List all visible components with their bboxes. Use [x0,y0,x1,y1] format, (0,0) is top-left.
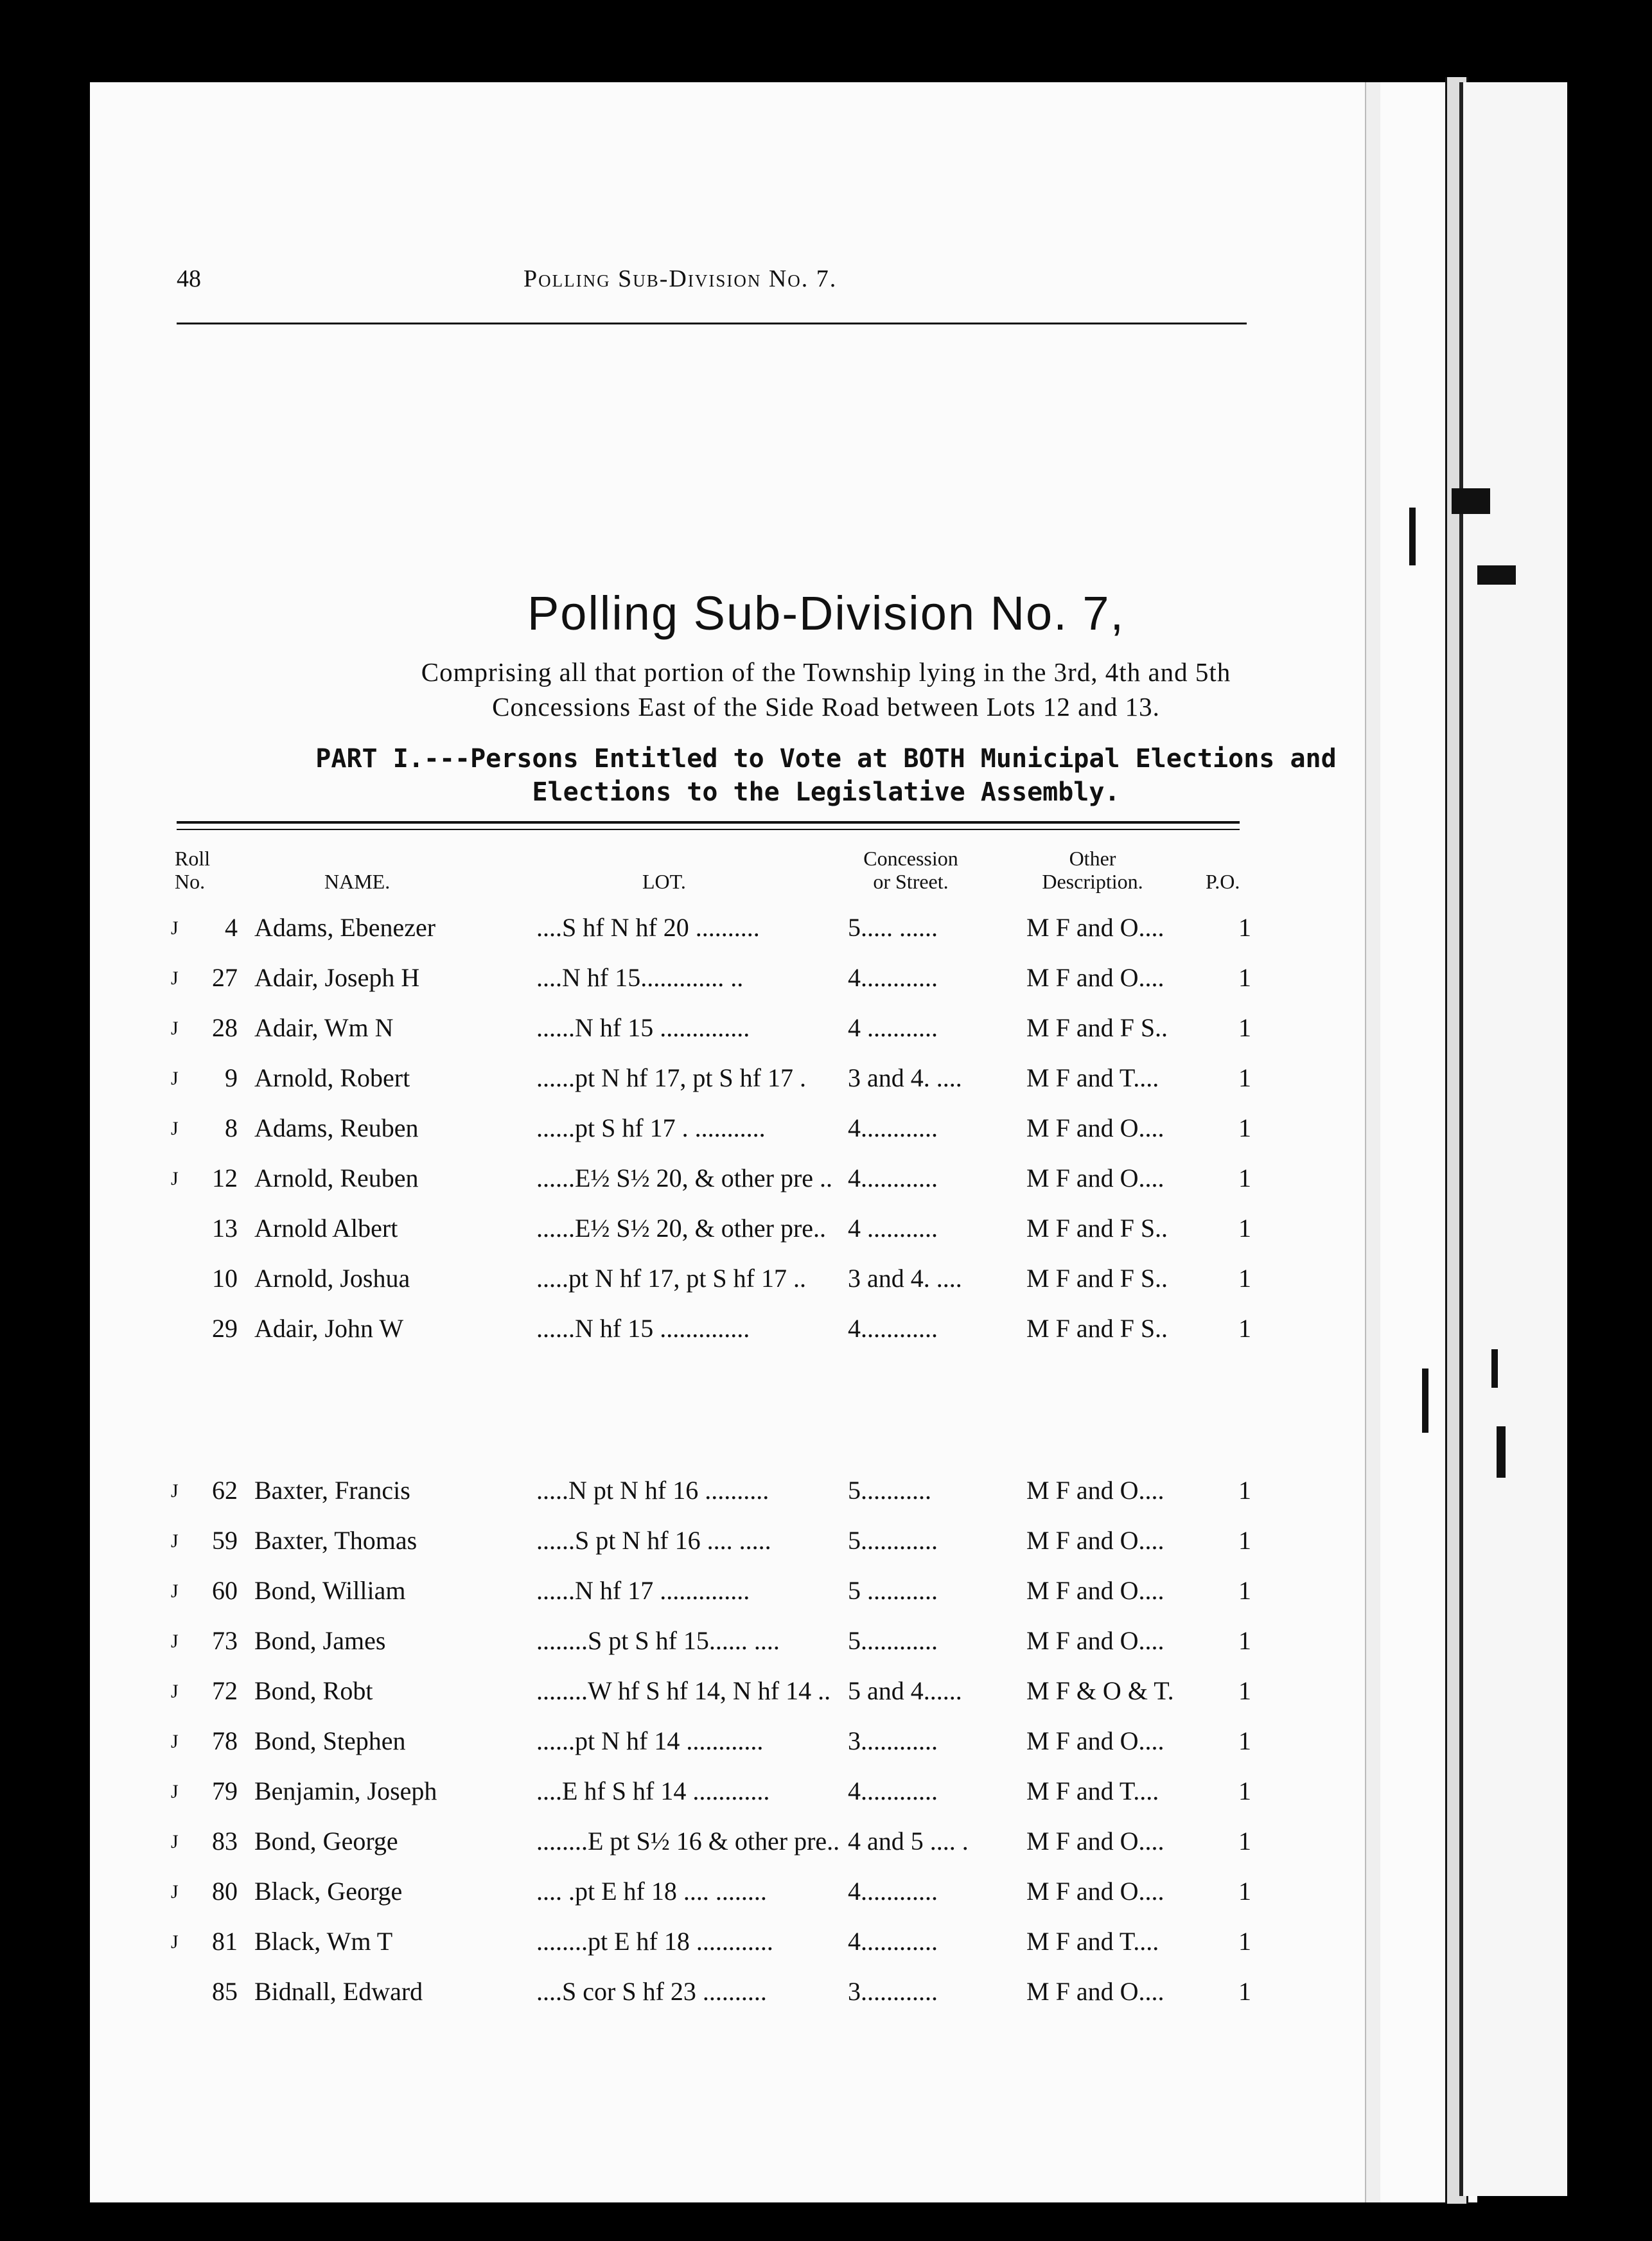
description: M F and F S.. [1026,1264,1168,1293]
lot: ....E hf S hf 14 ............ [536,1776,770,1805]
roll-number: 78 [212,1726,238,1755]
description: M F and O.... [1026,1977,1164,2006]
description: M F and O.... [1026,1113,1164,1142]
voter-row [0,1876,1652,1921]
col-roll-no: Roll No. [175,847,211,893]
lot: .... .pt E hf 18 .... ........ [536,1877,767,1906]
roll-number: 60 [212,1576,238,1605]
scan-artifact [1497,1426,1506,1478]
voter-name: Bond, George [254,1827,398,1856]
lot: ......pt N hf 17, pt S hf 17 . [536,1063,806,1092]
description: M F and O.... [1026,963,1164,992]
description: M F and O.... [1026,1626,1164,1655]
voter-row [0,962,1652,1007]
post-office: 1 [1238,1576,1251,1605]
voter-name: Black, Wm T [254,1927,393,1956]
voter-name: Bond, Stephen [254,1726,406,1755]
roll-number: 10 [212,1264,238,1293]
voter-row [0,912,1652,957]
lot: ........S pt S hf 15...... .... [536,1626,780,1655]
scan-artifact [1452,488,1490,514]
post-office: 1 [1238,1164,1251,1192]
lot: ....S cor S hf 23 .......... [536,1977,767,2006]
voter-name: Bond, James [254,1626,386,1655]
post-office: 1 [1238,1063,1251,1092]
lot: ....S hf N hf 20 .......... [536,913,760,942]
juror-mark: J [171,1631,179,1652]
description: M F and O.... [1026,1526,1164,1555]
juror-mark: J [171,1831,179,1852]
post-office: 1 [1238,1476,1251,1505]
post-office: 1 [1238,1013,1251,1042]
juror-mark: J [171,1731,179,1752]
concession: 5........... [848,1476,931,1505]
voter-row [0,1625,1652,1670]
voter-row [0,1726,1652,1771]
juror-mark: J [171,1168,179,1189]
juror-mark: J [171,1118,179,1139]
juror-mark: J [171,1931,179,1953]
voter-row [0,1063,1652,1108]
concession: 5 and 4...... [848,1676,962,1705]
voter-name: Adair, Wm N [254,1013,394,1042]
voter-name: Black, George [254,1877,403,1906]
voter-row [0,1475,1652,1520]
col-lot: LOT. [642,870,686,893]
description: M F and O.... [1026,1576,1164,1605]
table-rule-thin [177,829,1240,830]
concession: 4 ........... [848,1013,938,1042]
lot: ........W hf S hf 14, N hf 14 .. [536,1676,831,1705]
lot: ......pt N hf 14 ............ [536,1726,764,1755]
concession: 4............ [848,1776,938,1805]
lot: ....N hf 15............. .. [536,963,744,992]
roll-number: 12 [212,1164,238,1192]
roll-number: 28 [212,1013,238,1042]
lot: ......N hf 15 .............. [536,1314,750,1343]
voter-name: Adair, Joseph H [254,963,420,992]
concession: 4 and 5 .... . [848,1827,969,1856]
lot: ......N hf 15 .............. [536,1013,750,1042]
voter-row [0,1163,1652,1208]
voter-row [0,1976,1652,2021]
concession: 3 and 4. .... [848,1063,962,1092]
description: M F and T.... [1026,1776,1159,1805]
part-heading-line-1: PART I.---Persons Entitled to Vote at BOTH Municipal Elections and [315,744,1337,774]
voter-row [0,1826,1652,1871]
description: M F and F S.. [1026,1214,1168,1243]
roll-number: 79 [212,1776,238,1805]
roll-number: 27 [212,963,238,992]
post-office: 1 [1238,1927,1251,1956]
roll-number: 62 [212,1476,238,1505]
description: M F and T.... [1026,1063,1159,1092]
concession: 5............ [848,1526,938,1555]
col-other-description: Other Description. [1042,847,1143,893]
voter-row [0,1776,1652,1821]
description: M F and O.... [1026,1827,1164,1856]
roll-number: 29 [212,1314,238,1343]
roll-number: 59 [212,1526,238,1555]
post-office: 1 [1238,1113,1251,1142]
header-rule [177,323,1247,324]
roll-number: 85 [212,1977,238,2006]
subtitle-line-2: Concessions East of the Side Road between Lots 12 and 13. [492,692,1160,722]
voter-name: Adams, Reuben [254,1113,419,1142]
part-heading-line-2: Elections to the Legislative Assembly. [532,777,1120,807]
post-office: 1 [1238,1726,1251,1755]
concession: 4............ [848,1164,938,1192]
voter-name: Adams, Ebenezer [254,913,436,942]
voter-name: Arnold Albert [254,1214,398,1243]
voter-row [0,1676,1652,1721]
concession: 5............ [848,1626,938,1655]
voter-row [0,1213,1652,1258]
concession: 3............ [848,1977,938,2006]
roll-number: 81 [212,1927,238,1956]
post-office: 1 [1238,1626,1251,1655]
juror-mark: J [171,1480,179,1501]
post-office: 1 [1238,963,1251,992]
voter-row [0,1263,1652,1308]
subtitle-line-1: Comprising all that portion of the Township lying in the 3rd, 4th and 5th [421,657,1231,687]
voter-row [0,1313,1652,1358]
lot: ........E pt S½ 16 & other pre.. [536,1827,840,1856]
roll-number: 80 [212,1877,238,1906]
voter-name: Bond, Robt [254,1676,373,1705]
lot: .....N pt N hf 16 .......... [536,1476,769,1505]
voter-name: Benjamin, Joseph [254,1776,437,1805]
description: M F and O.... [1026,1164,1164,1192]
voter-name: Arnold, Robert [254,1063,410,1092]
voter-name: Bidnall, Edward [254,1977,423,2006]
concession: 4............ [848,1927,938,1956]
col-po: P.O. [1206,870,1240,893]
page-number: 48 [177,265,201,292]
lot: .....pt N hf 17, pt S hf 17 .. [536,1264,806,1293]
lot: ......E½ S½ 20, & other pre.. [536,1214,827,1243]
lot: ......S pt N hf 16 .... ..... [536,1526,771,1555]
col-concession: Concession or Street. [863,847,958,893]
juror-mark: J [171,917,179,939]
post-office: 1 [1238,1526,1251,1555]
lot: ........pt E hf 18 ............ [536,1927,773,1956]
description: M F & O & T. [1026,1676,1174,1705]
juror-mark: J [171,1781,179,1802]
col-name: NAME. [324,870,391,893]
table-rule-thick [177,821,1240,824]
lot: ......pt S hf 17 . ........... [536,1113,766,1142]
voter-row [0,1525,1652,1570]
roll-number: 9 [225,1063,238,1092]
roll-number: 13 [212,1214,238,1243]
concession: 5 ........... [848,1576,938,1605]
voter-name: Arnold, Reuben [254,1164,419,1192]
running-title: Polling Sub-Division No. 7. [523,265,838,292]
section-title: Polling Sub-Division No. 7, [527,587,1125,640]
description: M F and T.... [1026,1927,1159,1956]
lot: ......N hf 17 .............. [536,1576,750,1605]
roll-number: 72 [212,1676,238,1705]
concession: 3............ [848,1726,938,1755]
post-office: 1 [1238,1877,1251,1906]
juror-mark: J [171,1881,179,1902]
voter-row [0,1926,1652,1971]
description: M F and F S.. [1026,1314,1168,1343]
juror-mark: J [171,1581,179,1602]
roll-number: 73 [212,1626,238,1655]
concession: 3 and 4. .... [848,1264,962,1293]
voter-name: Adair, John W [254,1314,404,1343]
juror-mark: J [171,1681,179,1702]
juror-mark: J [171,968,179,989]
post-office: 1 [1238,1776,1251,1805]
juror-mark: J [171,1018,179,1039]
scan-artifact [1422,1369,1428,1433]
post-office: 1 [1238,913,1251,942]
description: M F and O.... [1026,1476,1164,1505]
scan-artifact [1477,565,1516,585]
post-office: 1 [1238,1676,1251,1705]
description: M F and O.... [1026,913,1164,942]
voter-name: Arnold, Joshua [254,1264,410,1293]
juror-mark: J [171,1068,179,1089]
voter-name: Baxter, Francis [254,1476,410,1505]
juror-mark: J [171,1530,179,1552]
concession: 4............ [848,1314,938,1343]
description: M F and F S.. [1026,1013,1168,1042]
concession: 4............ [848,963,938,992]
concession: 5..... ...... [848,913,938,942]
voter-row [0,1113,1652,1158]
description: M F and O.... [1026,1726,1164,1755]
voter-name: Bond, William [254,1576,406,1605]
roll-number: 4 [225,913,238,942]
lot: ......E½ S½ 20, & other pre .. [536,1164,833,1192]
concession: 4............ [848,1877,938,1906]
post-office: 1 [1238,1214,1251,1243]
concession: 4............ [848,1113,938,1142]
voter-row [0,1575,1652,1620]
concession: 4 ........... [848,1214,938,1243]
post-office: 1 [1238,1827,1251,1856]
post-office: 1 [1238,1977,1251,2006]
voter-row [0,1013,1652,1058]
description: M F and O.... [1026,1877,1164,1906]
post-office: 1 [1238,1314,1251,1343]
post-office: 1 [1238,1264,1251,1293]
voter-name: Baxter, Thomas [254,1526,417,1555]
scan-artifact [1409,508,1416,565]
roll-number: 83 [212,1827,238,1856]
roll-number: 8 [225,1113,238,1142]
page-header [0,265,1652,303]
